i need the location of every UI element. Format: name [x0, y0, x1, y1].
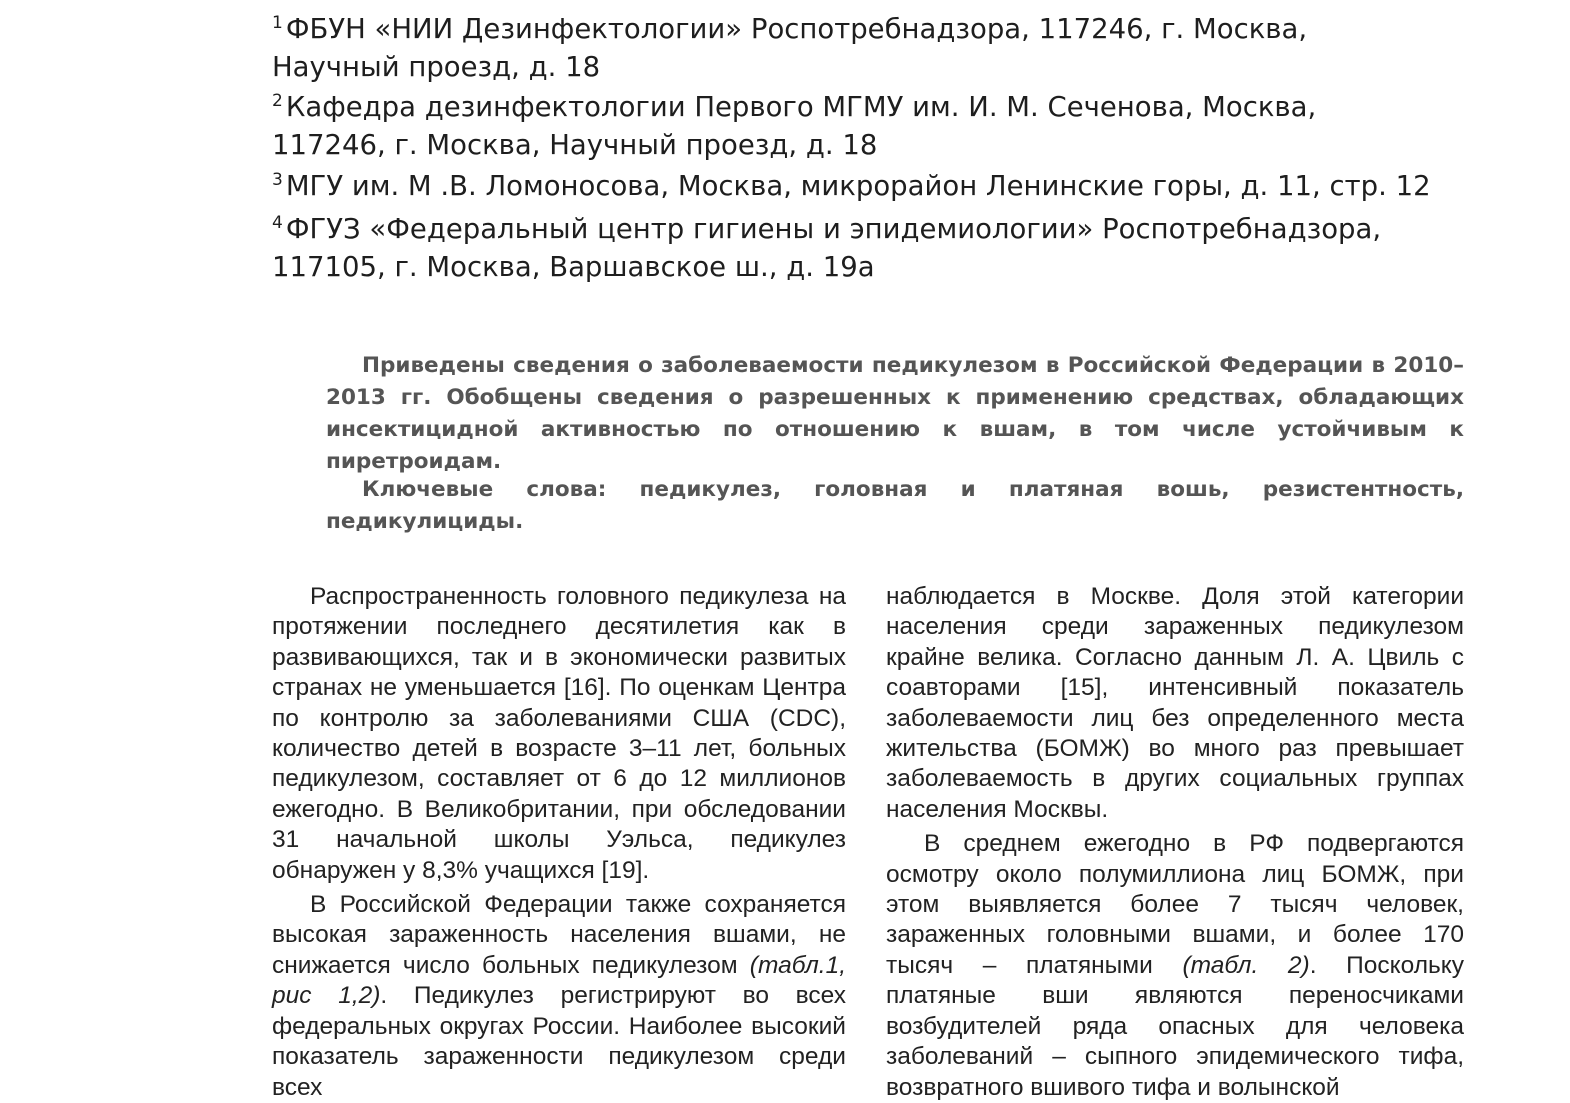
affiliation-2	[272, 88, 1472, 164]
affiliation-text: ФБУН «НИИ Дезинфектологии» Роспотребнадзора, 117246, г. Москва,	[285, 13, 1308, 45]
body-column-right	[886, 582, 1464, 1103]
affiliation-4	[272, 210, 1472, 286]
affiliation-number: 2	[272, 91, 283, 111]
body-paragraph: Распространенность головного педикулеза на протяжении последнего десятилетия как в развивающихся, так и в экономически развитых странах не уменьшается [16]. По оценкам Центра по контролю за заболеваниями США (CDC), количество детей в возрасте 3–11 лет, больных педикулезом, составляет от 6 до 12 миллионов ежегодно. В Великобритании, при обследовании 31 начальной школы Уэльса, педикулез обнаружен у 8,3% учащихся [19].	[272, 583, 846, 884]
body-paragraph	[272, 890, 846, 1103]
affiliation-number: 1	[272, 13, 283, 33]
body-column-left	[272, 582, 846, 1103]
body-paragraph: наблюдается в Москве. Доля этой категории населения среди зараженных педикулезом крайне велика. Согласно данным Л. А. Цвиль с соавторами [15], интенсивный показатель заболеваемости лиц без определенного места жительства (БОМЖ) во много раз превышает заболеваемость в других социальных группах населения Москвы.	[886, 583, 1464, 823]
body-text: . Поскольку платяные вши являются переносчиками возбудителей ряда опасных для человека заболеваний – сыпного эпидемического тифа, возвратного вшивого тифа и волынской	[886, 951, 1465, 1101]
affiliation-3	[272, 167, 1472, 205]
affiliation-text: Кафедра дезинфектологии Первого МГМУ им. И. М. Сеченова, Москва,	[285, 91, 1317, 123]
affiliation-text-line2: 117105, г. Москва, Варшавское ш., д. 19а	[272, 251, 875, 283]
affiliation-text-line2: 117246, г. Москва, Научный проезд, д. 18	[272, 129, 878, 161]
body-text: . Педикулез регистрируют во всех федеральных округах России. Наиболее высокий показатель зараженности педикулезом среди всех	[272, 982, 847, 1101]
affiliation-text: ФГУЗ «Федеральный центр гигиены и эпидемиологии» Роспотребнадзора,	[285, 213, 1382, 245]
affiliation-text-line2: Научный проезд, д. 18	[272, 51, 601, 83]
abstract-keywords: Ключевые слова: педикулез, головная и платяная вошь, резистентность, педикулициды.	[326, 477, 1464, 534]
table-reference: (табл.1, рис 1,2)	[272, 951, 846, 1010]
affiliation-number: 4	[272, 213, 283, 233]
affiliation-number: 3	[272, 170, 283, 190]
affiliation-text: МГУ им. М .В. Ломоносова, Москва, микрорайон Ленинские горы, д. 11, стр. 12	[285, 170, 1431, 202]
body-paragraph	[886, 829, 1464, 1103]
body-text: В Российской Федерации также сохраняется высокая зараженность населения вшами, не снижается число больных педикулезом	[272, 891, 846, 979]
table-reference: (табл. 2)	[1182, 951, 1310, 979]
body-text: В среднем ежегодно в РФ подвергаются осмотру около полумиллиона лиц БОМЖ, при этом выявляется более 7 тысяч человек, зараженных головными вшами, и более 170 тысяч – платяными	[886, 830, 1464, 979]
abstract-summary: Приведены сведения о заболеваемости педикулезом в Российской Федерации в 2010–2013 гг. Обобщены сведения о разрешенных к применению средствах, обладающих инсектицидной активностью по отношению к вшам, в том числе устойчивым к пиретроидам.	[326, 353, 1464, 474]
affiliation-1	[272, 10, 1472, 86]
